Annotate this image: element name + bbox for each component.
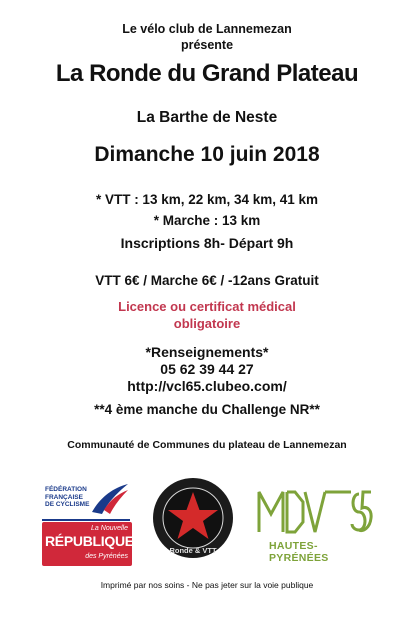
mdvtt65-logo (255, 484, 373, 564)
sponsor-logo-ffc-republique (42, 476, 132, 568)
ffc-logo-text (45, 486, 89, 509)
event-title: La Ronde du Grand Plateau (55, 60, 359, 87)
presents-text: présente (180, 38, 234, 52)
republique-sub: des Pyrénées (85, 553, 128, 560)
licence-notice-line1: Licence ou certificat médical (118, 299, 296, 314)
event-date: Dimanche 10 juin 2018 (94, 143, 320, 166)
mdvtt65-mark-icon (255, 484, 373, 540)
marche-distance: * Marche : 13 km (153, 213, 261, 228)
ffc-swoosh-icon (90, 480, 130, 516)
footer-note: Imprimé par nos soins - Ne pas jeter sur la voie publique (100, 580, 314, 590)
challenge-note: **4 ème manche du Challenge NR** (94, 402, 320, 417)
ffc-line3: DE CYCLISME (45, 501, 90, 508)
ffc-divider (42, 519, 130, 521)
ffc-line1: FÉDÉRATION (45, 486, 87, 493)
republique-main: RÉPUBLIQUE (45, 533, 134, 549)
mdvtt65-subtitle: HAUTES-PYRÉNÉES (269, 540, 329, 564)
prices: VTT 6€ / Marche 6€ / -12ans Gratuit (95, 273, 319, 288)
licence-notice-line2: obligatoire (173, 316, 241, 331)
contact-url[interactable]: http://vcl65.clubeo.com/ (127, 378, 287, 394)
club-name: Le vélo club de Lannemezan (122, 22, 292, 36)
inscriptions-time: Inscriptions 8h- Départ 9h (120, 235, 294, 251)
republique-top: La Nouvelle (91, 525, 128, 532)
contact-label: *Renseignements* (145, 344, 269, 360)
republique-logo (42, 522, 132, 566)
community-name: Communauté de Communes du plateau de Lannemezan (67, 439, 347, 451)
ffc-line2: FRANÇAISE (45, 493, 83, 501)
club-seal-logo (151, 476, 235, 560)
contact-phone: 05 62 39 44 27 (160, 361, 254, 377)
vtt-distances: * VTT : 13 km, 22 km, 34 km, 41 km (95, 192, 319, 207)
seal-bottom-text: Ronde & VTT (169, 546, 217, 555)
event-place: La Barthe de Neste (136, 109, 278, 126)
